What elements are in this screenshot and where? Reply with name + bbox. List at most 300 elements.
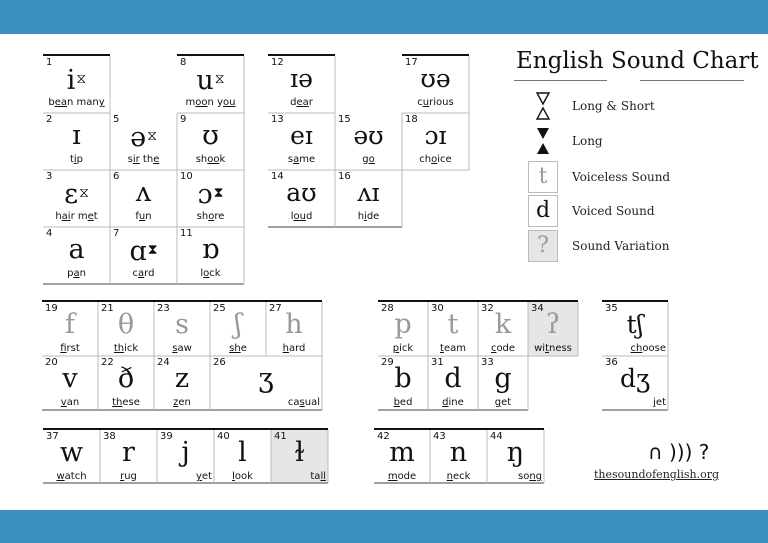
sound-cell-39 xyxy=(157,430,214,483)
sound-number: 12 xyxy=(271,57,284,68)
example-text: re xyxy=(214,211,225,222)
ipa-symbol xyxy=(374,438,430,468)
example-highlight: ea xyxy=(54,97,67,108)
example-text: atch xyxy=(64,471,87,482)
sound-number: 30 xyxy=(431,303,444,314)
top-banner xyxy=(0,0,768,34)
ipa-glyph: ɔɪ xyxy=(424,121,447,150)
sound-number: 22 xyxy=(101,357,114,368)
example-word xyxy=(42,397,98,408)
example-word xyxy=(157,471,214,482)
ipa-symbol xyxy=(428,310,478,340)
ipa-glyph: u xyxy=(196,65,214,96)
ipa-glyph: j xyxy=(181,437,190,468)
sound-cell-4 xyxy=(43,227,110,284)
ipa-glyph: w xyxy=(59,437,84,468)
example-highlight: w xyxy=(56,471,65,482)
example-word xyxy=(43,268,110,279)
example-highlight: a xyxy=(293,154,300,165)
example-text: ch xyxy=(419,154,432,165)
example-text: k xyxy=(219,154,226,165)
example-word xyxy=(210,343,266,354)
example-highlight: t xyxy=(545,343,549,354)
sound-cell-34 xyxy=(528,302,578,356)
hourglass-filled-icon: ⧗ xyxy=(147,242,158,258)
sound-cell-16 xyxy=(335,170,402,227)
example-text: c xyxy=(132,268,139,279)
sound-number: 38 xyxy=(103,431,116,442)
example-word xyxy=(42,343,98,354)
example-highlight: b xyxy=(393,397,400,408)
sound-cell-37 xyxy=(43,430,100,483)
ipa-glyph: ð xyxy=(117,363,135,394)
example-highlight: h xyxy=(282,343,289,354)
example-word xyxy=(214,471,271,482)
ipa-glyph: ɒ xyxy=(201,234,220,265)
example-highlight: n xyxy=(446,471,453,482)
example-word xyxy=(43,211,110,222)
ipa-symbol xyxy=(154,310,210,340)
ipa-symbol xyxy=(268,178,335,208)
ipa-symbol xyxy=(428,364,478,394)
sound-number: 14 xyxy=(271,171,284,182)
sound-number: 23 xyxy=(157,303,170,314)
example-highlight: z xyxy=(173,397,179,408)
audio-icons: ∩ ))) ? xyxy=(648,440,710,464)
sound-number: 3 xyxy=(46,171,53,182)
ipa-glyph: ɔ xyxy=(197,179,213,210)
example-text: ick xyxy=(399,343,414,354)
ipa-glyph: a xyxy=(68,234,85,265)
example-highlight: a xyxy=(138,268,145,279)
ipa-symbol xyxy=(602,364,668,394)
ipa-glyph: ʔ xyxy=(545,309,561,340)
ipa-glyph: ə xyxy=(130,122,147,153)
example-text: de xyxy=(366,211,380,222)
ipa-symbol xyxy=(210,310,266,340)
ipa-glyph: g xyxy=(494,363,512,394)
example-text: f xyxy=(135,211,139,222)
ipa-glyph: p xyxy=(394,309,412,340)
example-highlight: u xyxy=(422,97,430,108)
ipa-glyph: v xyxy=(62,363,78,394)
example-text: ed xyxy=(399,397,413,408)
ipa-symbol xyxy=(43,438,100,468)
ipa-symbol xyxy=(268,121,335,151)
sound-number: 29 xyxy=(381,357,394,368)
example-highlight: ou xyxy=(293,211,306,222)
sound-cell-15 xyxy=(335,113,402,170)
example-word xyxy=(428,397,478,408)
example-text: ice xyxy=(437,154,452,165)
example-highlight: oo xyxy=(207,154,220,165)
ipa-symbol xyxy=(98,310,154,340)
example-text: g xyxy=(362,154,369,165)
ipa-glyph: ʌ xyxy=(135,177,152,208)
sound-cell-1 xyxy=(43,56,110,113)
example-highlight: o xyxy=(368,154,375,165)
ipa-glyph: r xyxy=(122,437,135,468)
example-highlight: d xyxy=(442,397,449,408)
sound-cell-8 xyxy=(177,56,244,113)
ipa-symbol xyxy=(487,438,544,468)
example-word xyxy=(98,397,154,408)
example-word xyxy=(268,154,335,165)
example-word xyxy=(154,343,210,354)
ipa-glyph: z xyxy=(174,363,190,394)
sound-cell-44 xyxy=(487,430,544,483)
example-word xyxy=(528,343,578,354)
example-text: ine xyxy=(448,397,464,408)
example-word xyxy=(177,268,244,279)
example-text: an xyxy=(66,397,80,408)
example-highlight: ou xyxy=(222,97,236,108)
example-highlight: th xyxy=(112,397,123,408)
example-word xyxy=(177,97,244,108)
ipa-glyph: ʒ xyxy=(258,363,274,394)
sound-cell-20 xyxy=(42,356,98,410)
example-word xyxy=(43,471,100,482)
title-underline-left xyxy=(514,80,607,81)
sound-number: 11 xyxy=(180,228,193,239)
sound-cell-31 xyxy=(428,356,478,410)
ipa-glyph: i xyxy=(66,65,76,96)
sound-number: 20 xyxy=(45,357,58,368)
example-word xyxy=(43,97,110,108)
example-word xyxy=(430,471,487,482)
example-highlight: ch xyxy=(630,343,643,354)
ipa-symbol xyxy=(177,121,244,151)
sound-number: 13 xyxy=(271,114,284,125)
ipa-glyph: ʌɪ xyxy=(357,178,380,207)
title-underline-right xyxy=(640,80,744,81)
ipa-glyph: ʊ xyxy=(202,120,219,151)
sound-number: 27 xyxy=(269,303,282,314)
example-text: p xyxy=(67,268,74,279)
ipa-symbol xyxy=(110,178,177,208)
ipa-glyph: ʃ xyxy=(234,309,242,340)
sound-cell-29 xyxy=(378,356,428,410)
example-text: sh xyxy=(195,154,208,165)
example-text: ca xyxy=(287,397,300,408)
example-text: e xyxy=(240,343,247,354)
ipa-glyph: l xyxy=(238,437,247,468)
sound-cell-5 xyxy=(110,113,177,170)
sound-cell-25 xyxy=(210,302,266,356)
ipa-symbol xyxy=(43,121,110,151)
example-word xyxy=(335,211,402,222)
ipa-glyph: s xyxy=(175,309,189,340)
hourglass-outline-icon xyxy=(528,90,558,122)
ipa-symbol xyxy=(98,364,154,394)
ipa-glyph: d xyxy=(444,363,462,394)
example-text: t xyxy=(69,154,74,165)
example-text: b xyxy=(48,97,55,108)
sound-number: 28 xyxy=(381,303,394,314)
example-text: wi xyxy=(534,343,546,354)
ipa-symbol xyxy=(43,235,110,265)
example-text: ta xyxy=(310,471,321,482)
example-text: ual xyxy=(304,397,320,408)
ipa-symbol xyxy=(335,121,402,151)
ipa-glyph: m xyxy=(389,437,415,468)
example-text: c xyxy=(417,97,423,108)
example-text: irst xyxy=(66,343,80,354)
sound-number: 44 xyxy=(490,431,503,442)
example-highlight: ai xyxy=(61,211,71,222)
example-word xyxy=(110,211,177,222)
sound-cell-18 xyxy=(402,113,469,170)
sound-number: 25 xyxy=(213,303,226,314)
ipa-symbol xyxy=(177,64,244,96)
sound-cell-23 xyxy=(154,302,210,356)
example-text: oose xyxy=(642,343,666,354)
sound-number: 2 xyxy=(46,114,53,125)
ipa-symbol xyxy=(430,438,487,468)
example-text: et xyxy=(501,397,512,408)
ipa-glyph: ʊə xyxy=(420,64,451,93)
sound-number: 40 xyxy=(217,431,230,442)
example-text: ness xyxy=(548,343,572,354)
example-word xyxy=(100,471,157,482)
ipa-symbol xyxy=(402,64,469,94)
ipa-symbol xyxy=(210,364,322,394)
ipa-glyph: ɫ xyxy=(294,437,305,468)
ipa-symbol xyxy=(335,178,402,208)
example-highlight: e xyxy=(87,211,94,222)
ipa-symbol xyxy=(602,310,668,340)
sound-number: 1 xyxy=(46,57,53,68)
ipa-glyph: ɪ xyxy=(72,120,81,151)
example-word xyxy=(335,154,402,165)
sound-cell-40 xyxy=(214,430,271,483)
ipa-symbol xyxy=(478,364,528,394)
example-text: ode xyxy=(397,471,417,482)
voiceless-sample: t xyxy=(528,161,558,193)
sound-number: 39 xyxy=(160,431,173,442)
sound-number: 37 xyxy=(46,431,59,442)
example-highlight: u xyxy=(138,211,146,222)
ipa-symbol xyxy=(177,235,244,265)
example-text: eam xyxy=(443,343,466,354)
example-text: p xyxy=(76,154,84,165)
example-word xyxy=(268,97,335,108)
sound-number: 7 xyxy=(113,228,120,239)
ipa-glyph: dʒ xyxy=(619,364,651,393)
sound-cell-41 xyxy=(271,430,328,483)
sound-cell-21 xyxy=(98,302,154,356)
example-highlight: j xyxy=(653,397,656,408)
example-word xyxy=(378,343,428,354)
example-text: sh xyxy=(196,211,209,222)
ipa-symbol xyxy=(110,121,177,153)
sound-cell-30 xyxy=(428,302,478,356)
example-word xyxy=(374,471,430,482)
sound-cell-42 xyxy=(374,430,430,483)
ipa-symbol xyxy=(266,310,322,340)
example-text: eck xyxy=(452,471,471,482)
sound-number: 8 xyxy=(180,57,187,68)
sound-number: 24 xyxy=(157,357,170,368)
example-text: ard xyxy=(288,343,306,354)
sound-number: 32 xyxy=(481,303,494,314)
example-word xyxy=(402,97,469,108)
example-highlight: y xyxy=(196,471,202,482)
example-word xyxy=(177,154,244,165)
example-text: l xyxy=(200,268,204,279)
sound-cell-19 xyxy=(42,302,98,356)
ipa-symbol xyxy=(214,438,271,468)
ipa-glyph: əʊ xyxy=(353,121,384,150)
ipa-symbol xyxy=(402,121,469,151)
example-word xyxy=(98,343,154,354)
ipa-glyph: ɪə xyxy=(290,64,313,93)
example-highlight: ll xyxy=(320,471,326,482)
ipa-symbol xyxy=(43,64,110,96)
example-text: l xyxy=(290,211,294,222)
ipa-glyph: ɑ xyxy=(129,236,147,267)
sound-number: 10 xyxy=(180,171,193,182)
ipa-glyph: t xyxy=(447,309,459,340)
ipa-glyph: θ xyxy=(117,309,135,340)
example-word xyxy=(378,397,428,408)
sound-number: 9 xyxy=(180,114,187,125)
example-highlight: f xyxy=(60,343,67,354)
example-text: t xyxy=(93,211,98,222)
sound-number: 33 xyxy=(481,357,494,368)
sound-number: 26 xyxy=(213,357,226,368)
bottom-banner xyxy=(0,510,768,543)
example-highlight: ir xyxy=(132,154,140,165)
sound-cell-14 xyxy=(268,170,335,227)
ipa-symbol xyxy=(378,364,428,394)
hourglass-outline-icon: ⧖ xyxy=(147,128,157,144)
example-highlight: sh xyxy=(229,343,241,354)
sound-number: 36 xyxy=(605,357,618,368)
example-text: et xyxy=(201,471,212,482)
example-highlight: l xyxy=(232,471,235,482)
example-text: ode xyxy=(496,343,516,354)
sound-number: 34 xyxy=(531,303,544,314)
sound-cell-12 xyxy=(268,56,335,113)
sound-number: 31 xyxy=(431,357,444,368)
example-word xyxy=(266,343,322,354)
example-text: n xyxy=(145,211,152,222)
ipa-symbol xyxy=(42,364,98,394)
ipa-symbol xyxy=(378,310,428,340)
example-text: n xyxy=(79,268,86,279)
example-text: ook xyxy=(234,471,253,482)
sound-cell-24 xyxy=(154,356,210,410)
sound-number: 4 xyxy=(46,228,53,239)
ipa-glyph: b xyxy=(394,363,412,394)
example-text: n man xyxy=(66,97,99,108)
sound-number: 35 xyxy=(605,303,618,314)
ipa-glyph: f xyxy=(65,309,75,340)
example-text: et xyxy=(655,397,666,408)
ipa-symbol xyxy=(528,310,578,340)
ipa-glyph: tʃ xyxy=(626,310,644,339)
sound-number: 43 xyxy=(433,431,446,442)
example-text: m xyxy=(185,97,196,108)
voiced-sample: d xyxy=(528,195,558,227)
example-highlight: c xyxy=(490,343,497,354)
example-highlight: s xyxy=(299,397,305,408)
sound-number: 16 xyxy=(338,171,351,182)
chart-title: English Sound Chart xyxy=(516,48,759,74)
example-text: ck xyxy=(209,268,221,279)
sound-number: 19 xyxy=(45,303,58,314)
ipa-symbol xyxy=(271,438,328,468)
example-text: s xyxy=(127,154,133,165)
example-text: en xyxy=(178,397,191,408)
sound-number: 42 xyxy=(377,431,390,442)
example-word xyxy=(43,154,110,165)
example-highlight: oo xyxy=(195,97,208,108)
sound-cell-13 xyxy=(268,113,335,170)
example-word xyxy=(402,154,469,165)
example-text: h xyxy=(55,211,62,222)
ipa-symbol xyxy=(177,178,244,210)
example-text: d xyxy=(305,211,313,222)
example-highlight: a xyxy=(73,268,80,279)
example-text: r xyxy=(308,97,313,108)
example-text: rious xyxy=(429,97,454,108)
example-highlight: o xyxy=(431,154,438,165)
hourglass-outline-icon: ⧖ xyxy=(214,71,225,87)
sound-cell-26 xyxy=(210,356,322,410)
sound-cell-43 xyxy=(430,430,487,483)
hourglass-outline-icon: ⧖ xyxy=(76,71,87,87)
sound-cell-38 xyxy=(100,430,157,483)
example-highlight: o xyxy=(203,268,210,279)
sound-cell-35 xyxy=(602,302,668,356)
example-highlight: g xyxy=(494,397,502,408)
example-highlight: e xyxy=(153,154,160,165)
example-highlight: v xyxy=(60,397,67,408)
example-highlight: i xyxy=(73,154,77,165)
ipa-symbol xyxy=(268,64,335,94)
sound-number: 17 xyxy=(405,57,418,68)
website-link[interactable]: thesoundofenglish.org xyxy=(594,468,720,481)
ipa-glyph: eɪ xyxy=(290,121,313,150)
sound-cell-28 xyxy=(378,302,428,356)
example-text: d xyxy=(290,97,297,108)
sound-cell-7 xyxy=(110,227,177,284)
example-word xyxy=(602,397,668,408)
sound-cell-6 xyxy=(110,170,177,227)
example-highlight: p xyxy=(392,343,400,354)
example-word xyxy=(428,343,478,354)
ipa-glyph: h xyxy=(285,309,303,340)
sound-cell-36 xyxy=(602,356,668,410)
example-word xyxy=(268,211,335,222)
example-text: s xyxy=(287,154,294,165)
sound-cell-3 xyxy=(43,170,110,227)
example-text: r m xyxy=(70,211,88,222)
example-word xyxy=(210,397,322,408)
hourglass-outline-icon: ⧖ xyxy=(79,185,89,201)
ipa-glyph: aʊ xyxy=(286,178,317,207)
sound-cell-9 xyxy=(177,113,244,170)
variation-sample: ? xyxy=(528,230,558,262)
example-highlight: m xyxy=(387,471,398,482)
example-word xyxy=(487,471,544,482)
sound-number: 41 xyxy=(274,431,287,442)
sound-cell-33 xyxy=(478,356,528,410)
example-highlight: o xyxy=(208,211,215,222)
example-text: rd xyxy=(144,268,155,279)
